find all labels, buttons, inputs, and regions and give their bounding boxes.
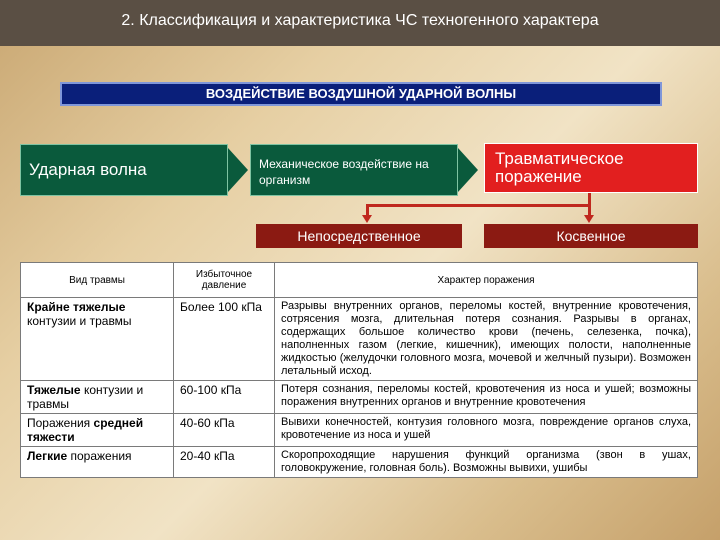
table-row xyxy=(21,298,698,381)
trauma-box: Травматическое поражение xyxy=(484,143,698,193)
pressure-cell: 40-60 кПа xyxy=(174,414,275,447)
injury-type-bold: Тяжелые xyxy=(27,383,81,397)
injury-type-cell xyxy=(21,381,174,414)
arrow-down-icon xyxy=(584,215,594,223)
injury-type-rest: поражения xyxy=(67,449,132,463)
description-cell: Вывихи конечностей, контузия головного мозга, повреждение органов слуха, кровотечение из носа и ушей xyxy=(275,414,698,447)
section-banner: ВОЗДЕЙСТВИЕ ВОЗДУШНОЙ УДАРНОЙ ВОЛНЫ xyxy=(60,82,662,106)
injury-type-bold: средней тяжести xyxy=(27,416,144,444)
table-row xyxy=(21,414,698,447)
injury-type-rest: контузии и травмы xyxy=(27,383,144,411)
description-cell: Разрывы внутренних органов, переломы костей, внутренние кровотечения, сотрясения мозга, длительная потеря сознания. Разрывы в органах, содержащих большое количество крови (печень, селезенка, почка), наполненных газом (легкие, кишечник), имеющих полости, наполненные жидкостью (желудочки головного мозга, мочевой и желчный пузыри). Возможен летальный исход. xyxy=(275,298,698,381)
connector-line xyxy=(366,204,591,207)
arrow-right-icon xyxy=(228,148,248,192)
page-title: 2. Классификация и характеристика ЧС техногенного характера xyxy=(121,12,599,29)
column-header: Вид травмы xyxy=(21,263,174,298)
injury-type-cell xyxy=(21,298,174,381)
injury-type-rest: контузии и травмы xyxy=(27,314,132,328)
pressure-cell: 20-40 кПа xyxy=(174,447,275,478)
pressure-cell: Более 100 кПа xyxy=(174,298,275,381)
injury-type-cell xyxy=(21,414,174,447)
shockwave-box: Ударная волна xyxy=(20,144,228,196)
description-cell: Потеря сознания, переломы костей, кровотечения из носа и ушей; возможны поражения внутренних органов и внутренние кровотечения xyxy=(275,381,698,414)
pressure-cell: 60-100 кПа xyxy=(174,381,275,414)
arrow-right-icon xyxy=(458,148,478,192)
arrow-down-icon xyxy=(362,215,372,223)
injury-type-cell xyxy=(21,447,174,478)
injury-type-bold: Крайне тяжелые xyxy=(27,300,126,314)
table-row xyxy=(21,381,698,414)
mechanical-impact-box: Механическое воздействие на организм xyxy=(250,144,458,196)
table-row xyxy=(21,447,698,478)
injury-table xyxy=(20,262,698,478)
column-header: Характер поражения xyxy=(275,263,698,298)
indirect-box: Косвенное xyxy=(484,224,698,248)
injury-type-bold: Легкие xyxy=(27,449,68,463)
injury-type-pre: Поражения xyxy=(27,416,94,430)
title-bar xyxy=(0,0,720,46)
table-header-row xyxy=(21,263,698,298)
column-header: Избыточное давление xyxy=(174,263,275,298)
direct-box: Непосредственное xyxy=(256,224,462,248)
description-cell: Скоропроходящие нарушения функций организма (звон в ушах, головокружение, головная боль). Возможны вывихи, ушибы xyxy=(275,447,698,478)
